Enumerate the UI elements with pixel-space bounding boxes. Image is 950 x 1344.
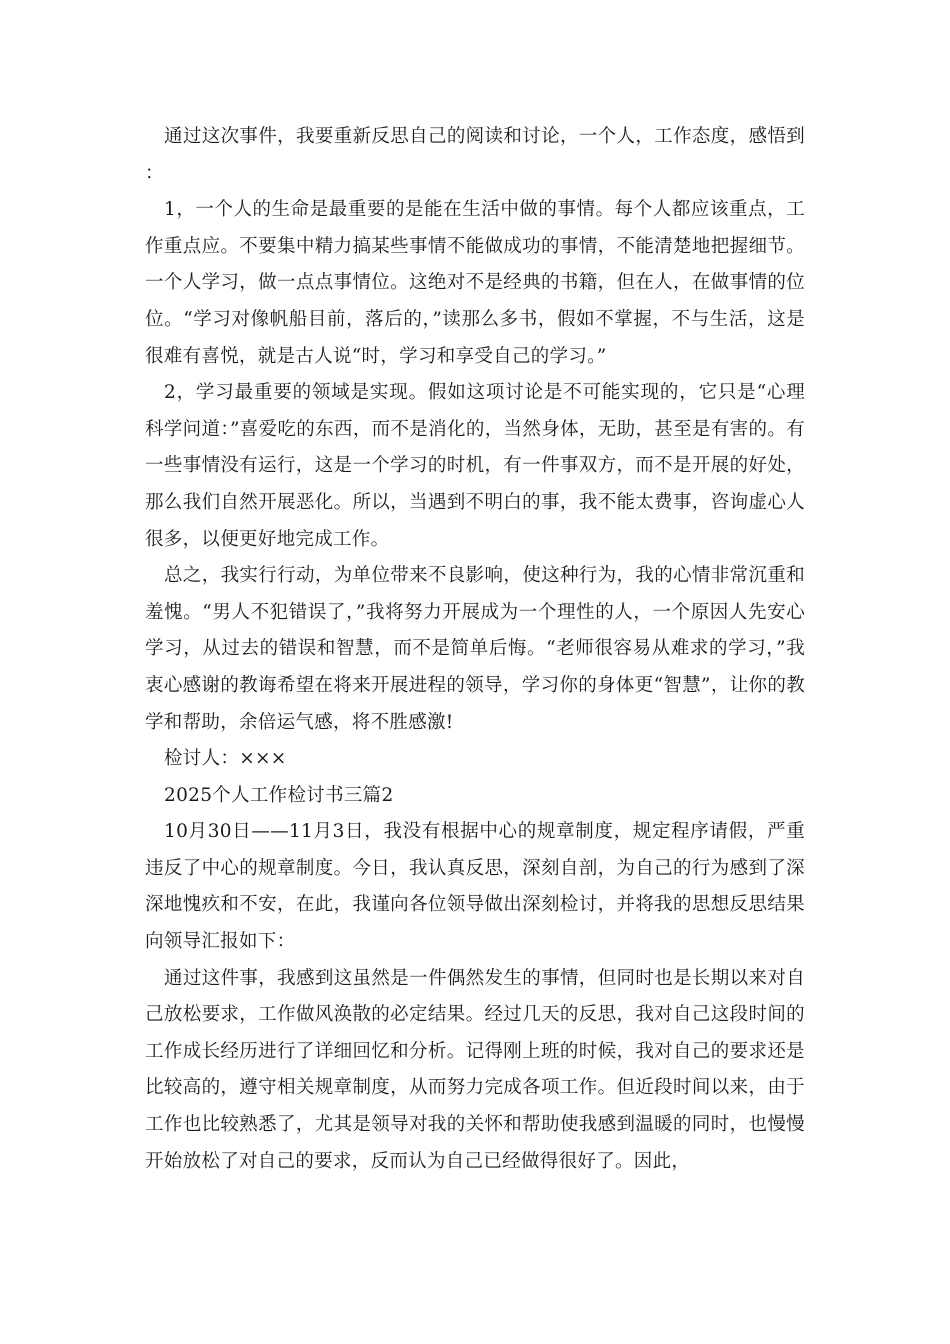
section-title: 2025个人工作检讨书三篇2 <box>164 784 394 806</box>
paragraph-point-1: 1，一个人的生命是最重要的是能在生活中做的事情。每个人都应该重点，工作重点应。不要集中精力搞某些事情不能做成功的事情，不能清楚地把握细节。一个人学习，做一点点事情位。这绝对不是经典的书籍，但在人，在做事情的位位。“学习对像帆船目前，落后的，”读那么多书，假如不掌握，不与生活，这是很难有喜悦，就是古人说“时，学习和享受自己的学习。” <box>145 199 805 367</box>
paragraph-point-2: 2，学习最重要的领域是实现。假如这项讨论是不可能实现的，它只是“心理科学问道：”喜爱吃的东西，而不是消化的，当然身体，无助，甚至是有害的。有一些事情没有运行，这是一个学习的时机，有一件事双方，而不是开展的好处，那么我们自然开展恶化。所以，当遇到不明白的事，我不能太费事，咨询虚心人很多，以便更好地完成工作。 <box>145 382 805 550</box>
paragraph-conclusion: 总之，我实行行动，为单位带来不良影响，使这种行为，我的心情非常沉重和羞愧。“男人不犯错误了，”我将努力开展成为一个理性的人，一个原因人先安心学习，从过去的错误和智慧，而不是简单后悔。“老师很容易从难求的学习，”我衷心感谢的教诲希望在将来开展进程的领导，学习你的身体更“智慧”，让你的教学和帮助，余倍运气感，将不胜感激! <box>145 565 805 733</box>
signature-line: 检讨人：××× <box>164 748 287 770</box>
paragraph-incident: 10月30日——11月3日，我没有根据中心的规章制度，规定程序请假，严重违反了中心的规章制度。今日，我认真反思，深刻自剖，为自己的行为感到了深深地愧疚和不安，在此，我谨向各位领导做出深刻检讨，并将我的思想反思结果向领导汇报如下： <box>145 821 805 953</box>
paragraph-reflection: 通过这件事，我感到这虽然是一件偶然发生的事情，但同时也是长期以来对自己放松要求，工作做风涣散的必定结果。经过几天的反思，我对自己这段时间的工作成长经历进行了详细回忆和分析。记得刚上班的时候，我对自己的要求还是比较高的，遵守相关规章制度，从而努力完成各项工作。但近段时间以来，由于工作也比较熟悉了，尤其是领导对我的关怀和帮助使我感到温暖的同时，也慢慢开始放松了对自己的要求，反而认为自己已经做得很好了。因此， <box>145 967 805 1172</box>
paragraph-reflection-intro: 通过这次事件，我要重新反思自己的阅读和讨论，一个人，工作态度，感悟到： <box>145 126 805 184</box>
document-body <box>145 119 805 1180</box>
